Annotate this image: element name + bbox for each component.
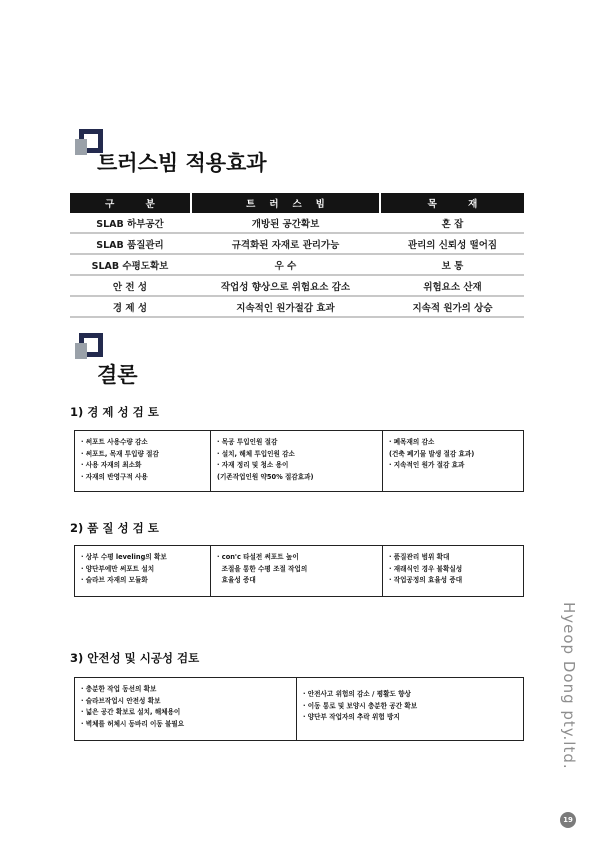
safety-col bbox=[297, 678, 522, 740]
list-item: (기존작업인원 약50% 절감효과) bbox=[217, 472, 314, 481]
list-item: · 양단부 작업자의 추락 위험 방지 bbox=[303, 713, 400, 721]
list-item: · 충분한 작업 동선의 확보 bbox=[81, 685, 157, 693]
list-item: · 목공 투입인원 절감 bbox=[217, 438, 278, 446]
list-item: · 재래식인 경우 불확실성 bbox=[389, 564, 463, 573]
economy-col bbox=[383, 431, 522, 491]
list-item: 효율성 증대 bbox=[217, 576, 256, 584]
table-cell: SLAB 수평도확보 bbox=[91, 261, 169, 272]
list-item: · 자재 정리 및 청소 용이 bbox=[217, 461, 289, 469]
quality-col bbox=[75, 546, 211, 596]
table-cell: 우 수 bbox=[190, 256, 381, 274]
list-item: · 슬라브작업시 안전성 확보 bbox=[81, 696, 161, 705]
page-number-badge: 19 bbox=[560, 812, 576, 828]
subsection-title-safety: 3) 안전성 및 시공성 검토 bbox=[70, 651, 200, 665]
section-title: 트러스빔 적용효과 bbox=[97, 151, 267, 175]
list-item: · 상부 수평 leveling의 확보 bbox=[81, 553, 167, 561]
list-item: · 작업공정의 효율성 증대 bbox=[389, 576, 463, 584]
list-item: · 넓은 공간 확보로 설치, 해체용이 bbox=[81, 708, 181, 716]
quality-col bbox=[383, 546, 522, 596]
table-cell: 보 통 bbox=[441, 261, 464, 272]
table-header-cell: 구 분 bbox=[105, 199, 169, 210]
table-cell: 위험요소 산재 bbox=[423, 282, 482, 293]
table-row bbox=[70, 256, 524, 276]
table-cell: 개방된 공간확보 bbox=[190, 214, 381, 232]
table-cell: 규격화된 자재로 관리가능 bbox=[190, 235, 381, 253]
economy-box bbox=[74, 430, 524, 492]
comparison-table bbox=[70, 193, 524, 318]
section-title: 결론 bbox=[97, 363, 138, 387]
table-header-row bbox=[70, 193, 524, 213]
table-cell: 작업성 향상으로 위험요소 감소 bbox=[190, 277, 381, 295]
company-name: Hyeop Dong pty.ltd. bbox=[560, 602, 578, 770]
quality-col bbox=[211, 546, 383, 596]
table-cell: 안 전 성 bbox=[112, 282, 148, 293]
table-cell: 지속적 원가의 상승 bbox=[412, 303, 493, 314]
subsection-title-quality: 2) 품 질 성 검 토 bbox=[70, 521, 159, 535]
list-item: · 자재의 반영구적 사용 bbox=[81, 472, 148, 481]
subsection-title-economy: 1) 경 제 성 검 토 bbox=[70, 405, 159, 419]
safety-box bbox=[74, 677, 524, 741]
list-item: · 사용 자재의 최소화 bbox=[81, 461, 142, 469]
table-cell: SLAB 품질관리 bbox=[96, 240, 164, 251]
table-header-cell: 목 재 bbox=[427, 199, 492, 210]
list-item: · con'c 타설전 써포트 높이 bbox=[217, 553, 299, 561]
quality-box bbox=[74, 545, 524, 597]
list-item: · 안전사고 위험의 감소 / 평활도 향상 bbox=[303, 690, 411, 698]
list-item: · 이동 통로 및 보양시 충분한 공간 확보 bbox=[303, 701, 418, 710]
economy-col bbox=[211, 431, 383, 491]
table-cell: SLAB 하부공간 bbox=[96, 219, 164, 230]
list-item: · 지속적인 원가 절감 효과 bbox=[389, 461, 465, 469]
table-cell: 관리의 신뢰성 떨어짐 bbox=[407, 240, 498, 251]
list-item: · 품질관리 범위 확대 bbox=[389, 553, 450, 561]
list-item: · 폐목재의 감소 bbox=[389, 438, 435, 446]
list-item: · 써포트 사용수량 감소 bbox=[81, 438, 148, 446]
list-item: · 써포트, 목재 투입량 절감 bbox=[81, 449, 159, 458]
table-row bbox=[70, 277, 524, 297]
table-row bbox=[70, 298, 524, 318]
list-item: · 벽체를 허체시 동바리 이동 불필요 bbox=[81, 719, 185, 728]
table-cell: 지속적인 원가절감 효과 bbox=[190, 298, 381, 316]
table-cell: 경 제 성 bbox=[112, 303, 148, 314]
company-name-vertical bbox=[560, 602, 580, 812]
table-row bbox=[70, 214, 524, 234]
list-item: · 양단부에만 써포트 설치 bbox=[81, 564, 155, 573]
list-item: (건축 폐기물 발생 절감 효과) bbox=[389, 449, 475, 458]
safety-col bbox=[75, 678, 297, 740]
list-item: 조절을 통한 수평 조절 작업의 bbox=[217, 564, 308, 573]
list-item: · 슬라브 자재의 모듈화 bbox=[81, 576, 148, 584]
economy-col bbox=[75, 431, 211, 491]
table-cell: 혼 잡 bbox=[441, 219, 464, 230]
table-row bbox=[70, 235, 524, 255]
list-item: · 설치, 해체 투입인원 감소 bbox=[217, 449, 295, 458]
table-header-cell: 트러스빔 bbox=[190, 193, 381, 213]
